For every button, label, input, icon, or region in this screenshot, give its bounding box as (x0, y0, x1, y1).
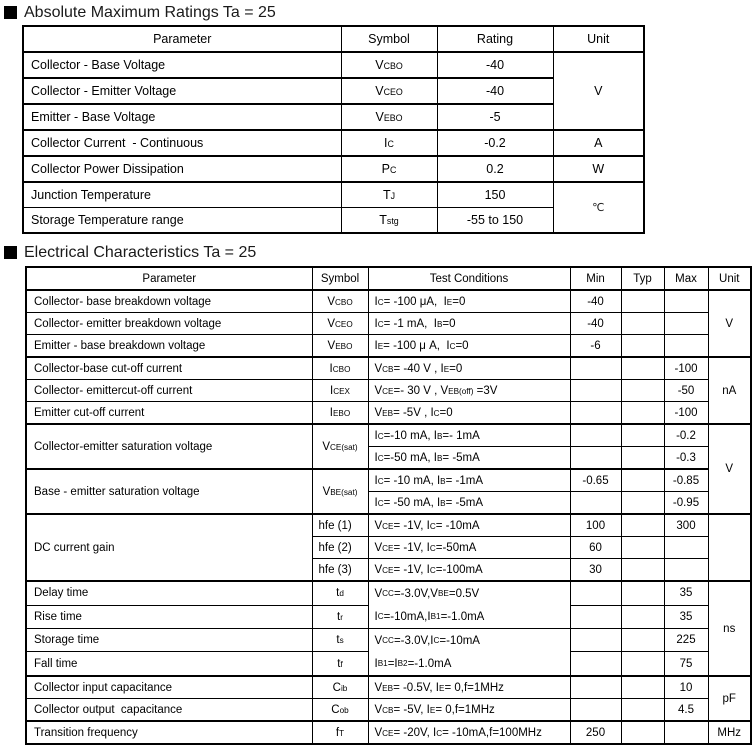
unit-cell: A (553, 130, 644, 156)
parameter-cell: Collector output capacitance (26, 699, 312, 722)
value-cell (664, 290, 708, 313)
unit-cell: W (553, 156, 644, 182)
column-header-symbol: Symbol (341, 26, 437, 52)
symbol-cell: IC (341, 130, 437, 156)
value-cell: -100 (664, 357, 708, 380)
test-conditions-cell: IE= -100 μ A, IC=0 (368, 335, 570, 358)
symbol-cell: VEBO (341, 104, 437, 130)
value-cell (621, 402, 664, 425)
value-cell: 10 (664, 676, 708, 699)
value-cell: 0.2 (437, 156, 553, 182)
value-cell (621, 380, 664, 402)
value-cell (570, 652, 621, 676)
electrical-characteristics-table (25, 266, 752, 745)
value-cell: -0.2 (437, 130, 553, 156)
test-conditions-cell (368, 581, 570, 629)
value-cell: 75 (664, 652, 708, 676)
test-conditions-cell (368, 629, 570, 677)
section-title-text: Electrical Characteristics Ta = 25 (24, 244, 257, 261)
section-bullet-icon (4, 246, 17, 259)
value-cell (621, 537, 664, 559)
parameter-cell: Collector-base cut-off current (26, 357, 312, 380)
parameter-cell: Collector- emittercut-off current (26, 380, 312, 402)
table-row (26, 357, 751, 380)
table-row (26, 676, 751, 699)
parameter-cell: Fall time (26, 652, 312, 676)
unit-cell: pF (708, 676, 751, 721)
value-cell (570, 380, 621, 402)
absolute-maximum-ratings-table (22, 25, 645, 234)
value-cell: -0.2 (664, 424, 708, 447)
value-cell (621, 514, 664, 537)
test-conditions-line: V CC =-3.0V,I C =-10mA (374, 634, 480, 647)
absolute-maximum-ratings-section (0, 3, 752, 234)
symbol-cell: Cob (312, 699, 368, 722)
table-row (26, 313, 751, 335)
value-cell (621, 492, 664, 515)
absolute-maximum-ratings-title (4, 3, 752, 22)
column-header-parameter: Parameter (23, 26, 341, 52)
unit-cell: V (553, 52, 644, 130)
value-cell (621, 581, 664, 605)
symbol-cell: VBE(sat) (312, 469, 368, 514)
parameter-cell: Rise time (26, 605, 312, 628)
symbol-cell: ICEX (312, 380, 368, 402)
column-header-max: Max (664, 267, 708, 290)
value-cell (621, 652, 664, 676)
value-cell (621, 559, 664, 582)
table-row (23, 52, 644, 78)
table-row (26, 380, 751, 402)
value-cell: 35 (664, 605, 708, 628)
section-bullet-icon (4, 6, 17, 19)
value-cell (664, 313, 708, 335)
column-header-unit: Unit (708, 267, 751, 290)
value-cell (621, 313, 664, 335)
value-cell (664, 537, 708, 559)
test-conditions-cell: VCE= -20V, IC= -10mA,f=100MHz (368, 721, 570, 744)
value-cell (570, 581, 621, 605)
value-cell (664, 721, 708, 744)
table-row (26, 699, 751, 722)
column-header-min: Min (570, 267, 621, 290)
symbol-cell: fT (312, 721, 368, 744)
parameter-cell: Collector input capacitance (26, 676, 312, 699)
table-row (26, 721, 751, 744)
symbol-cell: IEBO (312, 402, 368, 425)
value-cell (621, 721, 664, 744)
parameter-cell: Collector - Emitter Voltage (23, 78, 341, 104)
value-cell (570, 699, 621, 722)
test-conditions-cell: IC=-10 mA, IB=- 1mA (368, 424, 570, 447)
table-row (26, 335, 751, 358)
symbol-cell: VCEO (341, 78, 437, 104)
test-conditions-cell: IC= -1 mA, IB=0 (368, 313, 570, 335)
value-cell (570, 605, 621, 628)
parameter-cell: Transition frequency (26, 721, 312, 744)
column-header-parameter: Parameter (26, 267, 312, 290)
header-row (26, 267, 751, 290)
value-cell: -55 to 150 (437, 208, 553, 234)
test-conditions-cell: IC=-50 mA, IB= -5mA (368, 447, 570, 470)
value-cell: 150 (437, 182, 553, 208)
parameter-cell: Emitter cut-off current (26, 402, 312, 425)
test-conditions-cell: VCE= -1V, IC=-100mA (368, 559, 570, 582)
parameter-cell: Delay time (26, 581, 312, 605)
parameter-cell: Collector- emitter breakdown voltage (26, 313, 312, 335)
test-conditions-cell: VEB= -0.5V, IE= 0,f=1MHz (368, 676, 570, 699)
symbol-cell: VCBO (312, 290, 368, 313)
value-cell (621, 676, 664, 699)
unit-cell: nA (708, 357, 751, 424)
table-row (26, 424, 751, 447)
value-cell: 4.5 (664, 699, 708, 722)
symbol-cell: hfe (2) (312, 537, 368, 559)
value-cell (621, 605, 664, 628)
value-cell: -6 (570, 335, 621, 358)
value-cell: 250 (570, 721, 621, 744)
test-conditions-cell: IC= -10 mA, IB= -1mA (368, 469, 570, 492)
test-conditions-cell: IC= -100 μA, IE=0 (368, 290, 570, 313)
value-cell (621, 357, 664, 380)
symbol-cell: VCEO (312, 313, 368, 335)
symbol-cell: VCBO (341, 52, 437, 78)
unit-cell: ℃ (553, 182, 644, 233)
value-cell: 30 (570, 559, 621, 582)
value-cell (621, 469, 664, 492)
value-cell: -0.85 (664, 469, 708, 492)
symbol-cell: TJ (341, 182, 437, 208)
value-cell: 35 (664, 581, 708, 605)
value-cell: -0.95 (664, 492, 708, 515)
symbol-cell: hfe (1) (312, 514, 368, 537)
table-row (23, 130, 644, 156)
table-row (26, 514, 751, 537)
symbol-cell: ts (312, 629, 368, 652)
value-cell: 300 (664, 514, 708, 537)
value-cell: 60 (570, 537, 621, 559)
unit-cell: ns (708, 581, 751, 676)
table-row (26, 581, 751, 605)
value-cell (621, 629, 664, 652)
value-cell (621, 424, 664, 447)
value-cell (570, 676, 621, 699)
value-cell: -40 (570, 290, 621, 313)
value-cell (570, 492, 621, 515)
column-header-test-conditions: Test Conditions (368, 267, 570, 290)
test-conditions-line: I C =-10mA,I B1 =-1.0mA (374, 610, 485, 623)
value-cell (621, 290, 664, 313)
column-header-typ: Typ (621, 267, 664, 290)
value-cell (570, 629, 621, 652)
symbol-cell: PC (341, 156, 437, 182)
symbol-cell: Cib (312, 676, 368, 699)
test-conditions-line: I B1 =I B2 =-1.0mA (374, 657, 452, 670)
value-cell: -50 (664, 380, 708, 402)
value-cell (570, 447, 621, 470)
electrical-characteristics-title (4, 243, 752, 262)
parameter-cell: Emitter - Base Voltage (23, 104, 341, 130)
value-cell (621, 447, 664, 470)
value-cell (621, 335, 664, 358)
table-row (23, 78, 644, 104)
table-row (26, 402, 751, 425)
section-title-text: Absolute Maximum Ratings Ta = 25 (24, 4, 276, 21)
test-conditions-cell: VCE= -1V, IC= -10mA (368, 514, 570, 537)
symbol-cell: tr (312, 605, 368, 628)
parameter-cell: Emitter - base breakdown voltage (26, 335, 312, 358)
parameter-cell: Storage time (26, 629, 312, 652)
table-row (23, 156, 644, 182)
test-conditions-cell: VCE=- 30 V , VEB(off) =3V (368, 380, 570, 402)
value-cell: -5 (437, 104, 553, 130)
symbol-cell: hfe (3) (312, 559, 368, 582)
value-cell: -0.65 (570, 469, 621, 492)
symbol-cell: VEBO (312, 335, 368, 358)
value-cell: -40 (437, 52, 553, 78)
parameter-cell: DC current gain (26, 514, 312, 581)
test-conditions-cell: VCE= -1V, IC=-50mA (368, 537, 570, 559)
parameter-cell: Collector- base breakdown voltage (26, 290, 312, 313)
test-conditions-cell: VEB= -5V , IC=0 (368, 402, 570, 425)
unit-cell: MHz (708, 721, 751, 744)
parameter-cell: Junction Temperature (23, 182, 341, 208)
test-conditions-cell: IC= -50 mA, IB= -5mA (368, 492, 570, 515)
table-row (26, 290, 751, 313)
parameter-cell: Storage Temperature range (23, 208, 341, 234)
value-cell (570, 424, 621, 447)
value-cell (621, 699, 664, 722)
value-cell: 100 (570, 514, 621, 537)
column-header-symbol: Symbol (312, 267, 368, 290)
header-row (23, 26, 644, 52)
table-row (26, 469, 751, 492)
table-row (23, 182, 644, 208)
parameter-cell: Collector Current - Continuous (23, 130, 341, 156)
value-cell (570, 402, 621, 425)
electrical-characteristics-section (0, 243, 752, 745)
symbol-cell: VCE(sat) (312, 424, 368, 469)
column-header-unit: Unit (553, 26, 644, 52)
value-cell (570, 357, 621, 380)
parameter-cell: Base - emitter saturation voltage (26, 469, 312, 514)
table-row (23, 104, 644, 130)
symbol-cell: Tstg (341, 208, 437, 234)
value-cell (664, 559, 708, 582)
unit-cell: V (708, 290, 751, 357)
value-cell: -40 (437, 78, 553, 104)
symbol-cell: ICBO (312, 357, 368, 380)
value-cell: 225 (664, 629, 708, 652)
symbol-cell: td (312, 581, 368, 605)
parameter-cell: Collector - Base Voltage (23, 52, 341, 78)
symbol-cell: tf (312, 652, 368, 676)
value-cell: -100 (664, 402, 708, 425)
test-conditions-cell: VCB= -5V, IE= 0,f=1MHz (368, 699, 570, 722)
parameter-cell: Collector-emitter saturation voltage (26, 424, 312, 469)
parameter-cell: Collector Power Dissipation (23, 156, 341, 182)
table-row (26, 629, 751, 652)
table-row (23, 208, 644, 234)
column-header-rating: Rating (437, 26, 553, 52)
value-cell: -40 (570, 313, 621, 335)
unit-cell: V (708, 424, 751, 514)
test-conditions-cell: VCB= -40 V , IE=0 (368, 357, 570, 380)
value-cell (664, 335, 708, 358)
test-conditions-line: V CC =-3.0V,V BE =0.5V (374, 587, 480, 600)
unit-cell (708, 514, 751, 581)
value-cell: -0.3 (664, 447, 708, 470)
